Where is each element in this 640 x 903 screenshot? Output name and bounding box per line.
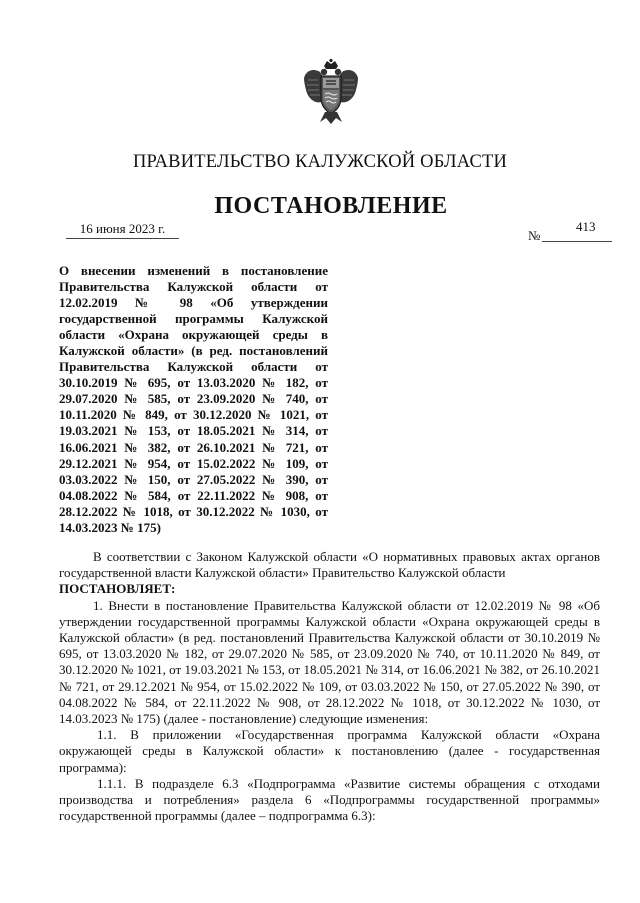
preamble-paragraph: В соответствии с Законом Калужской области «О нормативных правовых актах органов государственной власти Калужской области» Правительство Калужской области [59, 549, 600, 581]
number-underline [542, 241, 612, 242]
number-sign: № [528, 228, 541, 243]
item-1-1-paragraph: 1.1. В приложении «Государственная программа Калужской области «Охрана окружающей среды в Калужской области» к постановлению (далее - государственная программа): [59, 727, 600, 775]
document-number-block [528, 219, 612, 241]
document-type-title: ПОСТАНОВЛЕНИЕ [214, 193, 448, 219]
government-title: ПРАВИТЕЛЬСТВО КАЛУЖСКОЙ ОБЛАСТИ [132, 152, 508, 172]
item-1-paragraph: 1. Внести в постановление Правительства Калужской области от 12.02.2019 № 98 «Об утверждении государственной программы Калужской области «Охрана окружающей среды в Калужской области» (в ред. постановлений Правительства Калужской области от 30.10.2019 № 695, от 13.03.2020 № 182, от 29.07.2020 № 585, от 23.09.2020 № 740, от 10.11.2020 № 849, от 30.12.2020 № 1021, от 19.03.2021 № 153, от 18.05.2021 № 314, от 16.06.2021 № 382, от 26.10.2021 № 721, от 29.12.2021 № 954, от 15.02.2022 № 109, от 03.03.2022 № 150, от 27.05.2022 № 390, от 04.08.2022 № 584, от 22.11.2022 № 908, от 28.12.2022 № 1018, от 30.12.2022 № 1030, от 14.03.2023 № 175) (далее - постановление) следующие изменения: [59, 597, 600, 727]
document-body [59, 549, 600, 824]
coat-of-arms-icon [300, 58, 362, 126]
document-number: 413 [576, 219, 596, 234]
item-1-1-1-paragraph: 1.1.1. В подразделе 6.3 «Подпрограмма «Развитие системы обращения с отходами производства и потребления» раздела 6 «Подпрограммы государственной программы» государственной программы (далее – подпрограмма 6.3): [59, 775, 600, 824]
document-date: 16 июня 2023 г. [66, 221, 179, 239]
document-subject: О внесении изменений в постановление Правительства Калужской области от 12.02.2019 № 98 «Об утверждении государственной программы Калужской области «Охрана окружающей среды в Калужской области» (в ред. постановлений Правительства Калужской области от 30.10.2019 № 695, от 13.03.2020 № 182, от 29.07.2020 № 585, от 23.09.2020 № 740, от 10.11.2020 № 849, от 30.12.2020 № 1021, от 19.03.2021 № 153, от 18.05.2021 № 314, от 16.06.2021 № 382, от 26.10.2021 № 721, от 29.12.2021 № 954, от 15.02.2022 № 109, от 03.03.2022 № 150, от 27.05.2022 № 390, от 04.08.2022 № 584, от 22.11.2022 № 908, от 28.12.2022 № 1018, от 30.12.2022 № 1030, от 14.03.2023 № 175) [59, 263, 328, 535]
decree-word: ПОСТАНОВЛЯЕТ: [59, 581, 176, 597]
